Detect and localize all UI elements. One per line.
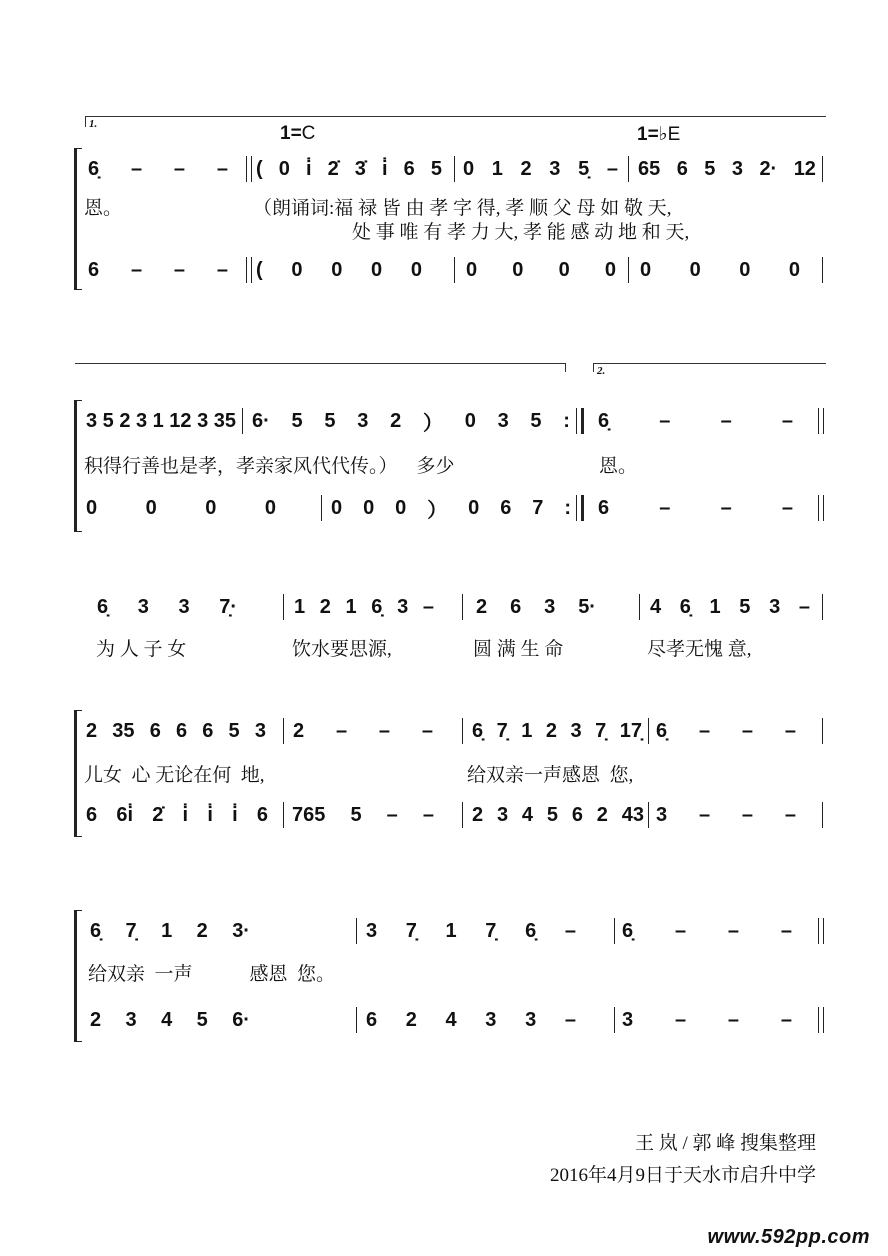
barline <box>628 257 629 283</box>
key-value: C <box>301 123 316 144</box>
note: 0 <box>395 496 407 519</box>
note: 2 <box>196 919 208 942</box>
note: 1 <box>709 595 721 618</box>
note: 0 <box>145 496 157 519</box>
note: 3 <box>137 595 149 618</box>
measure <box>88 156 228 182</box>
note: 6i̇ <box>116 803 134 826</box>
note: 3 <box>254 719 266 742</box>
measure <box>252 408 570 434</box>
note: 12 <box>169 409 192 432</box>
key-prefix: 1= <box>280 123 302 144</box>
volta-1-bracket <box>85 116 826 127</box>
note: – <box>727 919 740 942</box>
note: – <box>784 719 796 742</box>
note: 3 <box>496 803 509 826</box>
note: – <box>698 803 711 826</box>
volta-2-label: 2. <box>597 365 606 377</box>
note: : <box>564 496 571 519</box>
measure <box>256 156 442 182</box>
note: 2̇ <box>327 157 339 180</box>
note: 0 <box>463 157 475 180</box>
note: 65 <box>638 157 661 180</box>
note: 6̣ <box>90 919 102 942</box>
recitation-lyric: 处 事 唯 有 孝 力 大, 孝 能 感 动 地 和 天, <box>352 222 690 243</box>
barline <box>822 594 823 620</box>
barline <box>614 1007 615 1033</box>
barline <box>321 495 322 521</box>
note: 0 <box>363 496 375 519</box>
note: 0 <box>371 258 383 281</box>
note: 6 <box>510 595 522 618</box>
note: – <box>130 258 143 281</box>
note: 6̣ <box>472 719 484 742</box>
note: 43 <box>621 803 644 826</box>
note: 7̣· <box>219 595 237 618</box>
note: – <box>422 803 434 826</box>
note: 3 <box>125 1008 137 1031</box>
note: 6 <box>175 719 188 742</box>
note: 7̣ <box>125 919 137 942</box>
note: 6· <box>232 1008 250 1031</box>
note: – <box>659 409 671 432</box>
barline <box>462 718 463 744</box>
note: 7̣ <box>405 919 417 942</box>
note: 12 <box>793 157 816 180</box>
final-barline <box>818 918 824 944</box>
note: 6̣ <box>656 719 668 742</box>
measure <box>640 257 800 283</box>
note: 2 <box>476 595 488 618</box>
note: 0 <box>512 258 524 281</box>
note: 3 <box>357 409 369 432</box>
note: 3 <box>86 409 98 432</box>
note: 3 <box>731 157 743 180</box>
note: 2̇ <box>152 803 164 826</box>
note: 6̣ <box>679 595 691 618</box>
measure <box>472 802 644 828</box>
note: 3 <box>135 409 148 432</box>
barline <box>639 594 640 620</box>
note: 4 <box>445 1008 457 1031</box>
lyric: 积得行善也是孝，孝亲家风代代传。） 多少 <box>84 456 455 477</box>
note: 0 <box>468 496 480 519</box>
system-brace <box>74 910 82 1042</box>
lyric: 尽孝无愧 意, <box>647 639 752 660</box>
measure <box>97 594 237 620</box>
key-prefix: 1= <box>637 124 659 145</box>
note: 6 <box>149 719 161 742</box>
barline <box>356 918 357 944</box>
note: 6 <box>571 803 583 826</box>
note: 3̇ <box>354 157 366 180</box>
volta-2-bracket <box>593 363 826 372</box>
note: – <box>386 803 398 826</box>
barline <box>283 802 284 828</box>
barline <box>454 156 455 182</box>
measure <box>622 1007 792 1033</box>
credit-date-place: 2016年4月9日于天水市启升中学 <box>549 1165 816 1186</box>
lyric: 为 人 子 女 <box>96 639 187 660</box>
barline <box>242 408 243 434</box>
measure <box>598 408 793 434</box>
note: ( <box>256 258 263 281</box>
note: 1 <box>445 919 457 942</box>
note: 3 <box>397 595 409 618</box>
note: 6̣ <box>88 157 100 180</box>
double-barline <box>246 257 252 283</box>
barline <box>283 718 284 744</box>
recitation-lyric: （朗诵词:福 禄 皆 由 孝 字 得, 孝 顺 父 母 如 敬 天, <box>253 198 672 219</box>
double-barline <box>246 156 252 182</box>
system-brace <box>74 148 82 290</box>
note: – <box>674 919 687 942</box>
note: 3 <box>197 409 209 432</box>
note: 4 <box>161 1008 173 1031</box>
note: 7̣ <box>595 719 607 742</box>
note: 3 <box>525 1008 537 1031</box>
lyric: 圆 满 生 命 <box>473 639 564 660</box>
note: 0 <box>788 258 800 281</box>
measure <box>463 156 618 182</box>
note: – <box>674 1008 687 1031</box>
note: 2 <box>545 719 557 742</box>
barline <box>822 718 823 744</box>
note: 6̣ <box>525 919 537 942</box>
note: 5 <box>530 409 542 432</box>
measure <box>650 594 810 620</box>
system-brace <box>74 710 82 837</box>
note: 0 <box>291 258 303 281</box>
note: 5̣ <box>578 157 590 180</box>
barline <box>462 802 463 828</box>
note: 0 <box>604 258 616 281</box>
note: 6̣ <box>622 919 634 942</box>
note: 3 <box>570 719 582 742</box>
note: 2 <box>86 719 98 742</box>
lyric: 恩。 <box>599 456 638 477</box>
barline <box>356 1007 357 1033</box>
volta-1-label: 1. <box>89 118 98 130</box>
lyric: 恩。 <box>84 198 123 219</box>
note: 6· <box>252 409 270 432</box>
measure <box>90 918 250 944</box>
final-barline <box>818 495 824 521</box>
note: 0 <box>410 258 422 281</box>
measure <box>292 802 434 828</box>
note: – <box>781 409 793 432</box>
key-value: ♭E <box>658 124 681 145</box>
note: 0 <box>264 496 276 519</box>
note: 2 <box>520 157 532 180</box>
note: 0 <box>278 157 290 180</box>
note: ） <box>427 499 448 522</box>
note: 5 <box>704 157 716 180</box>
note: – <box>698 719 711 742</box>
note: 3 <box>544 595 556 618</box>
note: – <box>378 719 391 742</box>
note: 35 <box>213 409 236 432</box>
note: 6 <box>256 803 268 826</box>
note: – <box>784 803 796 826</box>
note: – <box>727 1008 740 1031</box>
barline <box>648 802 649 828</box>
note: 1 <box>161 919 173 942</box>
note: 5 <box>228 719 240 742</box>
note: – <box>606 157 618 180</box>
note: 0 <box>205 496 217 519</box>
barline <box>454 257 455 283</box>
note: 1 <box>294 595 306 618</box>
note: i̇ <box>232 803 238 826</box>
note: 6 <box>598 496 610 519</box>
lyric: 给双亲一声感恩 您, <box>467 765 634 786</box>
note: 6̣ <box>371 595 383 618</box>
measure <box>472 718 642 744</box>
note: 2· <box>759 157 778 180</box>
final-barline <box>818 408 824 434</box>
note: – <box>659 496 671 519</box>
note: i̇ <box>182 803 189 826</box>
note: – <box>421 719 433 742</box>
note: 2 <box>390 409 402 432</box>
barline <box>628 156 629 182</box>
note: 4 <box>650 595 662 618</box>
note: – <box>720 409 732 432</box>
note: 5 <box>324 409 336 432</box>
note: 3 <box>497 409 509 432</box>
note: 1 <box>491 157 503 180</box>
note: 7 <box>532 496 544 519</box>
note: 0 <box>331 496 343 519</box>
repeat-end-barline <box>576 408 584 434</box>
measure <box>656 802 796 828</box>
measure <box>331 495 571 521</box>
note: 35 <box>112 719 135 742</box>
measure <box>366 1007 576 1033</box>
note: 6 <box>202 719 214 742</box>
note: 5 <box>350 803 362 826</box>
measure <box>476 594 596 620</box>
note: – <box>780 1008 792 1031</box>
note: – <box>216 157 228 180</box>
note: 2 <box>293 719 305 742</box>
note: 3 <box>549 157 561 180</box>
note: 0 <box>466 258 478 281</box>
measure <box>466 257 616 283</box>
note: ） <box>422 412 443 435</box>
note: 2 <box>90 1008 102 1031</box>
note: 7̣ <box>485 919 497 942</box>
lyric: 儿女 心 无论在何 地, <box>84 765 265 786</box>
note: – <box>741 803 754 826</box>
note: 5 <box>739 595 751 618</box>
final-barline <box>818 1007 824 1033</box>
barline <box>648 718 649 744</box>
measure <box>638 156 816 182</box>
note: – <box>741 719 754 742</box>
note: 3 <box>769 595 781 618</box>
note: 1 <box>345 595 357 618</box>
note: 3 <box>622 1008 634 1031</box>
measure <box>294 594 434 620</box>
note: 3 <box>178 595 190 618</box>
key-signature-c <box>280 123 315 145</box>
volta-1-continuation <box>75 363 566 372</box>
note: 0 <box>331 258 343 281</box>
note: i̇ <box>207 803 213 826</box>
barline <box>462 594 463 620</box>
note: – <box>564 1008 576 1031</box>
note: 6 <box>676 157 688 180</box>
note: 2 <box>119 409 131 432</box>
measure <box>86 718 266 744</box>
note: 5 <box>102 409 114 432</box>
barline <box>614 918 615 944</box>
credit-arrangers: 王 岚 / 郭 峰 搜集整理 <box>634 1133 816 1154</box>
note: – <box>781 496 793 519</box>
measure <box>256 257 422 283</box>
note: 0 <box>689 258 701 281</box>
measure <box>86 802 268 828</box>
note: 1 <box>521 719 533 742</box>
measure <box>86 495 276 521</box>
note: 3 <box>366 919 378 942</box>
note: 5 <box>546 803 558 826</box>
measure <box>90 1007 250 1033</box>
barline <box>822 257 823 283</box>
measure <box>88 257 228 283</box>
repeat-end-barline <box>576 495 584 521</box>
note: 0 <box>739 258 751 281</box>
note: 7̣ <box>496 719 508 742</box>
note: – <box>173 157 186 180</box>
note: 0 <box>86 496 98 519</box>
note: 17̣ <box>619 719 642 742</box>
note: – <box>780 919 792 942</box>
barline <box>822 802 823 828</box>
note: 3· <box>232 919 250 942</box>
note: 5 <box>430 157 442 180</box>
note: 6̣ <box>97 595 109 618</box>
measure <box>86 408 236 434</box>
measure <box>366 918 576 944</box>
note: : <box>563 409 570 432</box>
note: 5 <box>196 1008 208 1031</box>
note: – <box>335 719 348 742</box>
note: – <box>564 919 576 942</box>
note: 765 <box>292 803 326 826</box>
lyric: 给双亲 一声 感恩 您。 <box>88 964 336 985</box>
note: 6 <box>500 496 512 519</box>
note: 6 <box>366 1008 378 1031</box>
watermark: www.592pp.com <box>707 1226 870 1248</box>
note: 2 <box>472 803 484 826</box>
note: 0 <box>640 258 652 281</box>
note: 1 <box>152 409 164 432</box>
note: 6̣ <box>598 409 610 432</box>
note: 2 <box>596 803 608 826</box>
note: ( <box>256 157 263 180</box>
note: – <box>720 496 732 519</box>
note: – <box>216 258 228 281</box>
note: 0 <box>464 409 476 432</box>
note: 2 <box>319 595 331 618</box>
note: 2 <box>405 1008 417 1031</box>
note: – <box>130 157 143 180</box>
note: 3 <box>656 803 668 826</box>
lyric: 饮水要思源, <box>292 639 392 660</box>
barline <box>822 156 823 182</box>
note: i̇ <box>382 157 388 180</box>
measure <box>293 718 433 744</box>
note: 5 <box>291 409 303 432</box>
note: – <box>422 595 434 618</box>
note: 6 <box>86 803 98 826</box>
measure <box>656 718 796 744</box>
key-signature-eb <box>637 123 680 146</box>
barline <box>283 594 284 620</box>
note: 6 <box>403 157 415 180</box>
note: 4 <box>521 803 534 826</box>
note: – <box>798 595 810 618</box>
note: 5· <box>578 595 596 618</box>
note: i̇ <box>305 157 312 180</box>
note: 0 <box>558 258 570 281</box>
measure <box>598 495 793 521</box>
note: – <box>173 258 186 281</box>
note: 3 <box>485 1008 497 1031</box>
system-brace <box>74 400 82 532</box>
measure <box>622 918 792 944</box>
note: 6 <box>88 258 100 281</box>
